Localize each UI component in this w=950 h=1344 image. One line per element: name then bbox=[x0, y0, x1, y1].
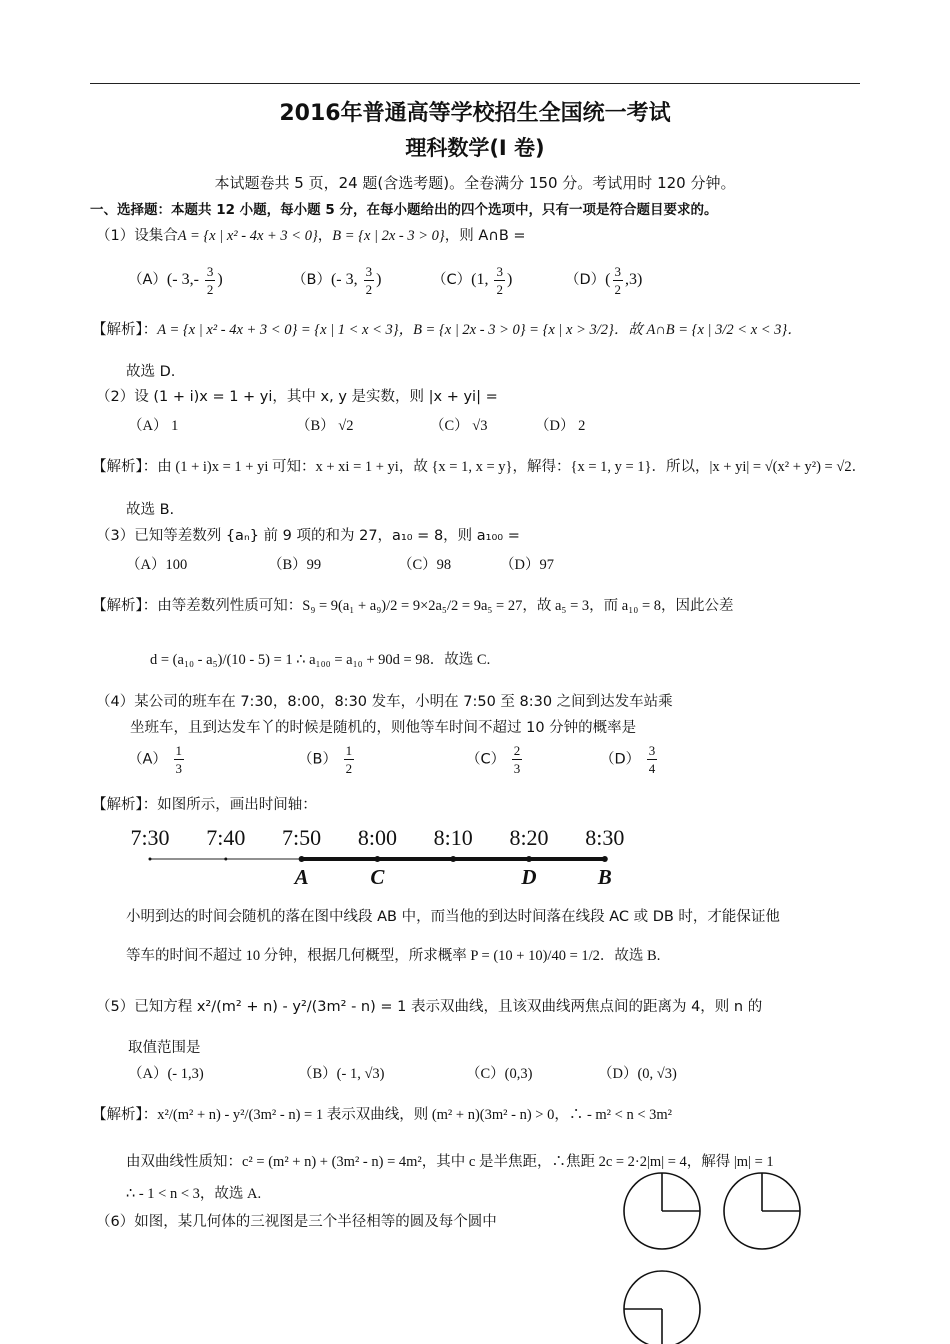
q5-option-c: （C）(0,3) bbox=[466, 1066, 533, 1082]
point-label-d: D bbox=[521, 865, 537, 889]
point-label-b: B bbox=[597, 865, 612, 889]
time-axis-figure bbox=[120, 820, 660, 895]
three-view-figure bbox=[612, 1172, 812, 1344]
time-tick-mark bbox=[374, 856, 380, 862]
q1-set-b: B = {x | 2x - 3 > 0} bbox=[332, 228, 445, 244]
q2-option-a: （A） 1 bbox=[128, 418, 179, 434]
q1-option-d: （D）( $\frac{3}{2}$ ,3) bbox=[565, 264, 643, 297]
front-view-circle bbox=[624, 1173, 700, 1249]
q4-option-b-label: （B） bbox=[298, 751, 337, 768]
q3-option-a: （A）100 bbox=[126, 557, 188, 573]
q4-option-a-label: （A） bbox=[128, 751, 167, 768]
exam-intro: 本试题卷共 5 页，24 题(含选考题)。全卷满分 150 分。考试用时 120 分钟。 bbox=[214, 174, 736, 192]
q4-c-num: 2 bbox=[513, 743, 521, 758]
q4-a-num: 1 bbox=[175, 743, 183, 758]
time-tick-mark bbox=[602, 856, 608, 862]
q4-b-den: 2 bbox=[345, 761, 353, 776]
q4-stem-line1: （4）某公司的班车在 7:30，8:00，8:30 发车，小明在 7:50 至 8:30 之间到达发车站乘 bbox=[96, 694, 673, 710]
analysis-label: 【解析】： bbox=[92, 322, 158, 338]
q4-analysis bbox=[92, 793, 317, 814]
q4-b-num: 1 bbox=[345, 743, 353, 758]
time-tick-label: 7:40 bbox=[206, 825, 246, 850]
page-title: 2016年普通高等学校招生全国统一考试 bbox=[279, 101, 671, 126]
q5-option-b: （B）(- 1, √3) bbox=[298, 1066, 385, 1082]
top-view-circle bbox=[624, 1271, 700, 1344]
side-view-circle bbox=[724, 1173, 800, 1249]
q1-stem: （1）设集合A = {x | x² - 4x + 3 < 0}，B = {x | 2x - 3 > 0}，则 A∩B = bbox=[96, 228, 526, 244]
time-tick-mark bbox=[224, 858, 227, 861]
q1-option-b: （B）(- 3, $\frac{3}{2}$ ) bbox=[292, 264, 382, 297]
q6-stem: （6）如图，某几何体的三视图是三个半径相等的圆及每个圆中 bbox=[96, 1214, 497, 1230]
time-tick-label: 7:50 bbox=[282, 825, 322, 850]
q3-analysis-text1: 由等差数列性质可知：S₉ = 9(a₁ + a₉)/2 = 9×2a₅/2 = 9a₅ = 27，故 a₅ = 3，而 a₁₀ = 8，因此公差 bbox=[157, 598, 734, 614]
q2-option-c: （C） √3 bbox=[430, 418, 488, 434]
q4-explain-line2: 等车的时间不超过 10 分钟，根据几何概型，所求概率 P = (10 + 10)/40 = 1/2．故选 B. bbox=[126, 948, 661, 964]
q2-conclusion: 故选 B. bbox=[126, 502, 175, 518]
q5-analysis-line3: ∴ - 1 < n < 3，故选 A. bbox=[126, 1186, 262, 1202]
q4-option-d bbox=[600, 744, 659, 775]
analysis-label: 【解析】： bbox=[92, 598, 158, 614]
q4-option-c-label: （C） bbox=[466, 751, 506, 768]
q2-option-d: （D） 2 bbox=[535, 418, 586, 434]
q1-option-a: （A）(- 3,- $\frac{3}{2}$ ) bbox=[128, 264, 223, 297]
q4-option-c bbox=[466, 744, 524, 775]
time-tick-label: 8:00 bbox=[357, 825, 397, 850]
q2-stem: （2）设 (1 + i)x = 1 + yi，其中 x, y 是实数，则 |x + yi| = bbox=[96, 389, 498, 405]
point-label-c: C bbox=[370, 865, 385, 889]
time-tick-mark bbox=[149, 858, 152, 861]
q1-option-b-label: （B） bbox=[292, 272, 331, 289]
q4-explain-line1: 小明到达的时间会随机的落在图中线段 AB 中，而当他的到达时间落在线段 AC 或 DB 时，才能保证他 bbox=[126, 909, 780, 925]
q1-option-c: （C）(1, $\frac{3}{2}$ ) bbox=[432, 264, 513, 297]
q4-c-den: 3 bbox=[513, 761, 521, 776]
page-subtitle: 理科数学(I 卷) bbox=[405, 136, 545, 160]
time-tick-mark bbox=[526, 856, 532, 862]
time-tick-label: 8:30 bbox=[585, 825, 625, 850]
q1-stem-suffix: ，则 A∩B = bbox=[444, 228, 526, 244]
q4-d-num: 3 bbox=[648, 743, 656, 758]
point-label-a: A bbox=[294, 865, 309, 889]
q1-conclusion: 故选 D. bbox=[126, 364, 176, 380]
q1-option-c-label: （C） bbox=[432, 272, 472, 289]
section-heading: 一、选择题：本题共 12 小题，每小题 5 分，在每小题给出的四个选项中，只有一项是符合题目要求的。 bbox=[90, 202, 718, 218]
q1-stem-prefix: （1）设集合 bbox=[96, 228, 178, 244]
q4-d-den: 4 bbox=[648, 761, 656, 776]
q4-a-den: 3 bbox=[175, 761, 183, 776]
analysis-label: 【解析】： bbox=[92, 797, 158, 813]
q1-analysis-text: A = {x | x² - 4x + 3 < 0} = {x | 1 < x < 3}，B = {x | 2x - 3 > 0} = {x | x > 3/2}．故 A∩B = {x | 3/2 < x < 3}． bbox=[157, 322, 802, 338]
q4-stem-line2: 坐班车，且到达发车丫的时候是随机的，则他等车时间不超过 10 分钟的概率是 bbox=[130, 720, 637, 736]
q1-set-a: A = {x | x² - 4x + 3 < 0} bbox=[177, 228, 318, 244]
time-tick-mark bbox=[450, 856, 456, 862]
q3-option-d: （D）97 bbox=[500, 557, 554, 573]
q1-option-a-label: （A） bbox=[128, 272, 167, 289]
time-tick-label: 8:10 bbox=[433, 825, 473, 850]
analysis-label: 【解析】： bbox=[92, 1107, 158, 1123]
q3-option-c: （C）98 bbox=[398, 557, 452, 573]
q5-analysis-text: x²/(m² + n) - y²/(3m² - n) = 1 表示双曲线，则 (m² + n)(3m² - n) > 0，∴ - m² < n < 3m² bbox=[157, 1107, 673, 1123]
q4-option-d-label: （D） bbox=[600, 751, 641, 768]
q5-analysis bbox=[92, 1103, 672, 1124]
q5-option-a: （A）(- 1,3) bbox=[128, 1066, 204, 1082]
time-tick-label: 7:30 bbox=[130, 825, 170, 850]
q3-analysis-line2: d = (a₁₀ - a₅)/(10 - 5) = 1 ∴ a₁₀₀ = a₁₀ + 90d = 98．故选 C. bbox=[150, 652, 491, 668]
q4-option-a bbox=[128, 744, 186, 775]
q4-option-b bbox=[298, 744, 356, 775]
q1-option-d-label: （D） bbox=[565, 272, 606, 289]
q3-analysis-line1 bbox=[92, 594, 734, 615]
top-rule bbox=[90, 83, 860, 84]
q5-option-d: （D）(0, √3) bbox=[598, 1066, 677, 1082]
q5-stem-line2: 取值范围是 bbox=[128, 1040, 201, 1056]
q5-analysis-line2: 由双曲线性质知：c² = (m² + n) + (3m² - n) = 4m²，其中 c 是半焦距，∴焦距 2c = 2·2|m| = 4，解得 |m| = 1 bbox=[126, 1154, 774, 1170]
time-tick-label: 8:20 bbox=[509, 825, 549, 850]
q5-stem-line1: （5）已知方程 x²/(m² + n) - y²/(3m² - n) = 1 表示双曲线，且该双曲线两焦点间的距离为 4，则 n 的 bbox=[96, 999, 763, 1015]
q2-analysis-text: 由 (1 + i)x = 1 + yi 可知：x + xi = 1 + yi，故 {x = 1, x = y}，解得：{x = 1, y = 1}．所以，|x + yi| = √(x² + y²) = √2． bbox=[157, 459, 867, 475]
time-tick-mark bbox=[299, 856, 305, 862]
q3-stem: （3）已知等差数列 {aₙ} 前 9 项的和为 27，a₁₀ = 8，则 a₁₀₀ = bbox=[96, 528, 520, 544]
q3-option-b: （B）99 bbox=[268, 557, 322, 573]
q4-analysis-text: 如图所示，画出时间轴： bbox=[157, 797, 317, 813]
q2-analysis bbox=[92, 455, 866, 476]
q2-option-b: （B） √2 bbox=[296, 418, 354, 434]
q1-analysis bbox=[92, 318, 802, 339]
analysis-label: 【解析】： bbox=[92, 459, 158, 475]
